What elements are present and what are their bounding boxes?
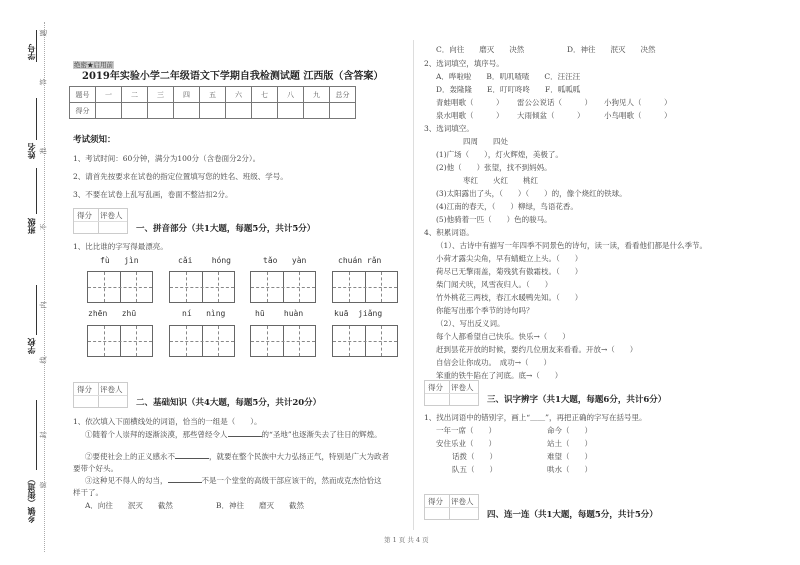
seal-char: 线 xyxy=(39,356,48,364)
label-class: 班级 xyxy=(27,218,36,234)
typo-item: 队五（ ） xyxy=(452,465,497,474)
section-3-title: 三、识字辨字（共1大题，每题6分，共计6分） xyxy=(487,395,667,405)
score-table-score-row xyxy=(70,103,356,119)
writing-grid[interactable] xyxy=(87,325,153,357)
antonym-line: 赶到昙花开放的时候，要约几位朋友来看看。开放→（ ） xyxy=(436,345,638,354)
seal-char: 不 xyxy=(39,223,48,231)
word-choices: 枣红 火红 桃红 xyxy=(463,176,538,185)
field-line xyxy=(36,98,37,140)
score-input-cell[interactable] xyxy=(200,103,226,119)
grader-score-label: 得分 xyxy=(428,383,443,392)
option-c: C．向往 磨灭 决然 xyxy=(436,45,525,54)
score-table xyxy=(69,86,356,119)
column-divider xyxy=(413,40,414,530)
grader-score-label: 得分 xyxy=(77,385,92,394)
word-choices: 四周 四处 xyxy=(463,137,508,146)
grader-box xyxy=(73,208,128,234)
notice-item: 3、不要在试卷上乱写乱画，卷面不整洁扣2分。 xyxy=(73,190,233,199)
pinyin-label: zhēn zhū xyxy=(88,309,137,318)
score-input-cell[interactable] xyxy=(96,103,122,119)
score-cell: 总分 xyxy=(330,87,356,103)
fill-item: 小鸟唱歌（ ） xyxy=(604,111,672,120)
fill-item: (2)他（ ）张望，找不到妈妈。 xyxy=(436,163,552,172)
sentence-2: ②要使社会上的正义感永不 ，就要在整个民族中大力弘扬正气，特别是广大为政者 xyxy=(85,452,389,461)
field-line xyxy=(36,168,37,214)
pinyin-label: hū huàn xyxy=(255,309,304,318)
score-input-cell[interactable] xyxy=(148,103,174,119)
sentence-3-cont: 样干了。 xyxy=(73,488,103,497)
score-cell: 题号 xyxy=(70,87,96,103)
typo-item: 站土（ ） xyxy=(547,439,592,448)
score-cell: 四 xyxy=(174,87,200,103)
question-text: 3、选词填空。 xyxy=(424,124,474,133)
writing-grid[interactable] xyxy=(250,325,316,357)
score-input-cell[interactable] xyxy=(278,103,304,119)
score-cell: 一 xyxy=(96,87,122,103)
pinyin-label: tǎo yàn xyxy=(263,256,307,265)
question-text: 4、积累词语。 xyxy=(424,228,474,237)
antonym-line: 自信会让你成功。 成功→（ ） xyxy=(436,358,552,367)
answer-blank[interactable] xyxy=(228,430,262,437)
section-4-title: 四、连一连（共1大题，每题5分，共计5分） xyxy=(487,510,658,520)
typo-item: 话拨（ ） xyxy=(452,452,497,461)
score-cell: 二 xyxy=(122,87,148,103)
poem-line: 你能写出那个季节的诗句吗？ xyxy=(436,306,534,315)
option-d: D．神往 泯灭 决然 xyxy=(567,45,656,54)
typo-item: 一年一席（ ） xyxy=(436,426,496,435)
score-cell: 九 xyxy=(304,87,330,103)
writing-grid[interactable] xyxy=(250,271,316,303)
pinyin-label: chuán rǎn xyxy=(338,256,382,265)
pinyin-label: ní nìng xyxy=(182,309,226,318)
fill-item: 雷公公说话（ ） xyxy=(517,98,592,107)
sentence-3: ③这种见不得人的勾当， 不是一个堂堂的高级干部应该干的，然而成克杰恰恰这 xyxy=(85,476,382,485)
question-text: 1、找出词语中的错别字，画上“＿＿”，再把正确的字写在括号里。 xyxy=(424,413,647,422)
page-title: 2019年实验小学二年级语文下学期自我检测试题 江西版（含答案） xyxy=(82,71,384,82)
notice-item: 2、请首先按要求在试卷的指定位置填写您的姓名、班级、学号。 xyxy=(73,172,288,181)
grader-reviewer-label: 评卷人 xyxy=(451,383,474,392)
poem-line: 小荷才露尖尖角，早有蜻蜓立上头。（ ） xyxy=(436,254,583,263)
score-cell: 三 xyxy=(148,87,174,103)
notice-heading: 考试须知： xyxy=(73,135,116,145)
seal-char: 内 xyxy=(39,301,48,309)
question-text: 1、依次填入下面横线处的词语，恰当的一组是（ ）。 xyxy=(73,417,262,426)
poem-line: 荷尽已无擎雨盖，菊残犹有傲霜枝。（ ） xyxy=(436,267,583,276)
grader-score-label: 得分 xyxy=(428,497,443,506)
fill-item: 青蛙唱歌（ ） xyxy=(436,98,504,107)
score-cell: 七 xyxy=(252,87,278,103)
fill-item: 大雨倾盆（ ） xyxy=(517,111,585,120)
grader-reviewer-label: 评卷人 xyxy=(451,497,474,506)
score-cell: 八 xyxy=(278,87,304,103)
notice-item: 1、考试时间：60分钟，满分为100分（含卷面分2分）。 xyxy=(73,154,261,163)
grader-box xyxy=(424,380,479,406)
field-line xyxy=(36,400,37,470)
fill-item: (5)他骑着一匹（ ）色的骏马。 xyxy=(436,215,552,224)
fill-item: (3)太阳露出了头，（ ）（ ）的，像个烧红的铁球。 xyxy=(436,189,627,198)
typo-item: 安住乐业（ ） xyxy=(436,439,496,448)
grader-reviewer-label: 评卷人 xyxy=(100,211,123,220)
fill-item: (4)江南的春天，（ ）柳绿，鸟语花香。 xyxy=(436,202,578,211)
section-2-title: 二、基础知识（共4大题，每题5分，共计20分） xyxy=(136,398,322,408)
poem-line: 竹外桃花三两枝，春江水暖鸭先知。（ ） xyxy=(436,293,583,302)
grader-reviewer-label: 评卷人 xyxy=(100,385,123,394)
label-name: 姓名 xyxy=(27,143,36,159)
grader-box xyxy=(424,494,479,520)
writing-grid[interactable] xyxy=(169,325,235,357)
typo-item: 哄水（ ） xyxy=(547,465,592,474)
grader-box xyxy=(73,382,128,408)
pinyin-label: cǎi hóng xyxy=(178,256,231,265)
fill-item: 小狗见人（ ） xyxy=(604,98,672,107)
writing-grid[interactable] xyxy=(332,271,398,303)
pinyin-label: fù jìn xyxy=(100,256,139,265)
label-school: 学校 xyxy=(27,338,36,354)
seal-char: 密 xyxy=(39,481,48,489)
antonym-line: 每个人都希望自己快乐。快乐→（ ） xyxy=(436,332,570,341)
score-input-cell[interactable] xyxy=(330,103,356,119)
score-cell: 得分 xyxy=(70,103,96,119)
fill-item: 泉水唱歌（ ） xyxy=(436,111,504,120)
score-input-cell[interactable] xyxy=(122,103,148,119)
binding-dotted-line xyxy=(44,22,45,552)
poem-line: 柴门闻犬吠，风雪夜归人。（ ） xyxy=(436,280,553,289)
sentence-2-cont: 要带个好头。 xyxy=(73,464,118,473)
score-cell: 五 xyxy=(200,87,226,103)
sentence-1: ①随着个人崇拜的逐渐淡漠，那些曾经令人 的“圣地”也逐渐失去了往日的辉煌。 xyxy=(85,430,382,439)
option-b: B．神往 磨灭 截然 xyxy=(216,501,305,510)
pinyin-label: kuā jiǎng xyxy=(334,309,383,318)
confidential-seal: 绝密★启用前 xyxy=(74,61,113,69)
score-input-cell[interactable] xyxy=(252,103,278,119)
writing-grid[interactable] xyxy=(87,271,153,303)
seal-char: 准 xyxy=(39,147,48,155)
writing-grid[interactable] xyxy=(332,325,398,357)
fill-item: (1)广场（ ），灯火辉煌，美极了。 xyxy=(436,150,563,159)
seal-char: 题 xyxy=(39,29,48,37)
seal-char: 答 xyxy=(39,78,48,86)
question-text: 2、选词填空，填序号。 xyxy=(424,59,504,68)
label-township: 乡镇（街道） xyxy=(27,475,36,523)
writing-grid[interactable] xyxy=(169,271,235,303)
word-options: D．轰隆隆 E．叮叮咚咚 F．呱呱呱 xyxy=(436,85,581,94)
field-line xyxy=(36,285,37,335)
score-input-cell[interactable] xyxy=(304,103,330,119)
answer-blank[interactable] xyxy=(168,476,202,483)
word-options: A．哗啦啦 B．叽叽喳喳 C．汪汪汪 xyxy=(436,72,581,81)
score-table-header-row xyxy=(70,87,356,103)
answer-blank[interactable] xyxy=(175,452,209,459)
section-1-title: 一、拼音部分（共1大题，每题5分，共计5分） xyxy=(136,224,316,234)
option-a: A．向往 泯灭 截然 xyxy=(85,501,173,510)
antonym-line: 笨重的铁牛陷在了河底。底→（ ） xyxy=(436,371,563,380)
typo-item: 难望（ ） xyxy=(547,452,592,461)
sub-question: （1）、古诗中有描写一年四季不同景色的诗句，读一读，看看他们都是什么季节。 xyxy=(436,241,708,250)
score-input-cell[interactable] xyxy=(226,103,252,119)
score-cell: 六 xyxy=(226,87,252,103)
page-number: 第 1 页 共 4 页 xyxy=(384,536,429,544)
grader-score-label: 得分 xyxy=(77,211,92,220)
seal-char: 封 xyxy=(39,431,48,439)
typo-item: 命今（ ） xyxy=(547,426,592,435)
question-text: 1、比比谁的字写得最漂亮。 xyxy=(73,242,168,251)
label-student-number: 学号 xyxy=(27,44,36,60)
score-input-cell[interactable] xyxy=(174,103,200,119)
sub-question: （2）、写出反义词。 xyxy=(436,319,505,328)
